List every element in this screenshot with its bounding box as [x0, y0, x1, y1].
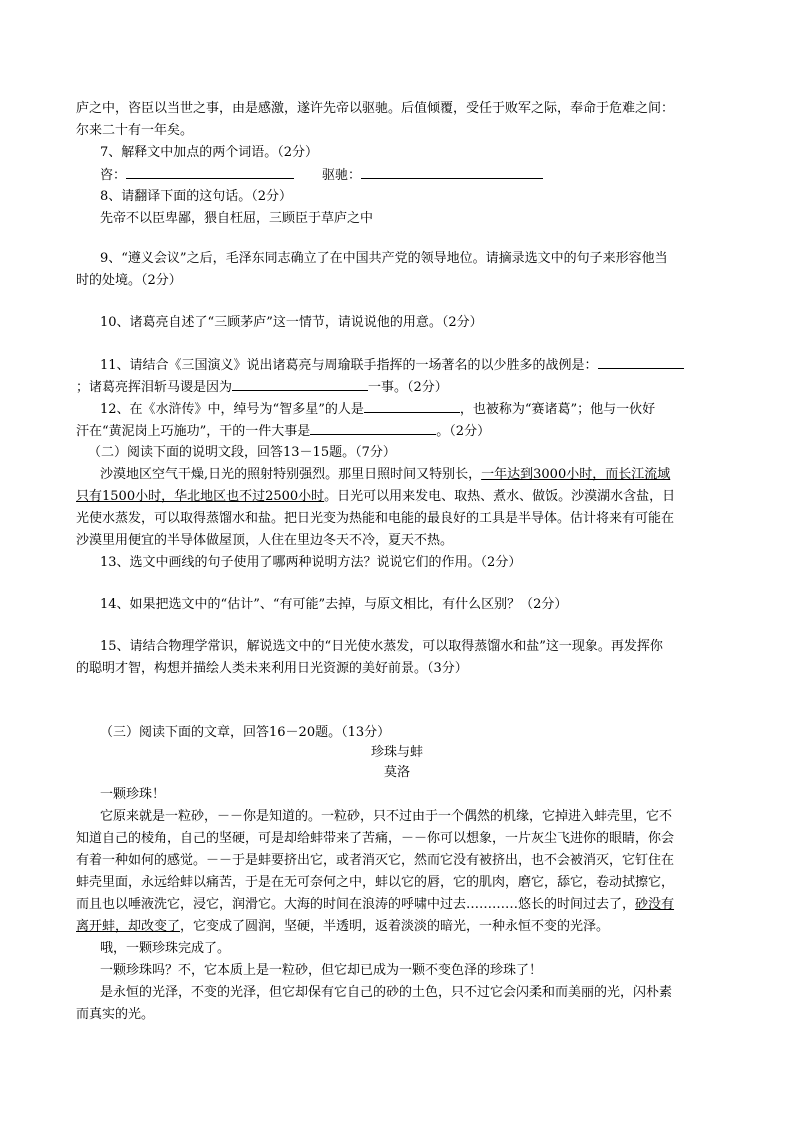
question-7-blanks — [100, 164, 724, 187]
question-10: 10、诸葛亮自述了“三顾茅庐”这一情节，请说说他的用意。（2分） — [100, 315, 483, 330]
article-line: 蚌壳里面，永远给蚌以痛苦，于是在无可奈何之中，蚌以它的唇，它的肌肉，磨它，舔它，卷动拭擦它， — [76, 875, 675, 890]
answer-blank-battle[interactable] — [598, 354, 684, 369]
question-9-cont: 时的处境。（2分） — [76, 273, 182, 288]
article-line: 它原来就是一粒砂，－－你是知道的。一粒砂，只不过由于一个偶然的机缘，它掉进入蚌壳里，它不 — [100, 809, 673, 824]
passage-text: 沙漠地区空气干燥,日光的照射特别强烈。那里日照时间又特别长， — [100, 467, 482, 482]
question-12-text: ，也被称为“赛诸葛”；他与一伙好 — [459, 402, 656, 417]
article-title: 珍珠与蚌 — [370, 745, 423, 760]
article-line: 知道自己的棱角，自己的坚硬，可是却给蚌带来了苦痛，－－你可以想象，一片灰尘飞进你的眼睛，你会 — [76, 831, 675, 846]
question-11-text: 11、请结合《三国演义》说出诸葛亮与周瑜联手指挥的一场著名的以少胜多的战例是： — [100, 358, 598, 373]
answer-blank-quchi[interactable] — [361, 164, 543, 179]
underlined-sentence: 砂没有 — [635, 897, 675, 912]
section-2-heading: （二）阅读下面的说明文段，回答13－15题。（7分） — [88, 445, 396, 460]
article-line: 哦，一颗珍珠完成了。 — [100, 941, 231, 956]
passage-text: 。日光可以用来发电、取热、煮水、做饭。沙漠湖水含盐，日 — [324, 489, 676, 504]
section-3-heading: （三）阅读下面的文章，回答16－20题。（13分） — [100, 725, 391, 740]
question-14: 14、如果把选文中的“估计”、“有可能”去掉，与原文相比，有什么区别？（2分） — [100, 597, 568, 612]
passage-2-line — [76, 486, 724, 508]
question-11-text: ；诸葛亮挥泪斩马谡是因为 — [76, 380, 233, 395]
question-12-text: 12、在《水浒传》中，绰号为“智多星”的人是 — [100, 402, 364, 417]
underlined-sentence: 一年达到3000小时，而长江流域 — [481, 467, 671, 482]
question-8: 8、请翻译下面的这句话。（2分） — [100, 189, 293, 204]
question-11-text: 一事。（2分） — [368, 380, 448, 395]
article-line — [76, 916, 724, 938]
underlined-sentence: 离开蚌，却改变了 — [76, 919, 181, 934]
question-11-cont — [76, 376, 724, 399]
article-text: 而且也以唾液洗它，浸它，润滑它。大海的时间在浪涛的呼啸中过去…………悠长的时间过去了， — [76, 897, 636, 912]
article-author: 莫洛 — [383, 765, 410, 780]
article-text: ，它变成了圆润，坚硬，半透明，返着淡淡的暗光，一种永恒不变的光泽。 — [180, 919, 610, 934]
question-9: 9、“遵义会议”之后，毛泽东同志确立了在中国共产党的领导地位。请摘录选文中的句子来形容他当 — [100, 251, 668, 266]
underlined-sentence: 只有1500小时，华北地区也不过2500小时 — [76, 489, 325, 504]
passage-line: 尔来二十有一年矣。 — [76, 123, 194, 138]
article-line — [76, 894, 724, 916]
label-zi: 咨： — [100, 168, 127, 183]
article-line: 一颗珍珠吗？不，它本质上是一粒砂，但它却已成为一颗不变色泽的珍珠了！ — [100, 963, 543, 978]
question-11 — [100, 354, 724, 377]
passage-2-line: 光使水蒸发，可以取得蒸馏水和盐。把日光变为热能和电能的最良好的工具是半导体。估计将来有可能在 — [76, 511, 675, 526]
article-line: 有着一种如何的感觉。－－于是蚌要挤出它，或者消灭它，然而它没有被挤出，也不会被消灭，它钉住在 — [76, 853, 675, 868]
answer-blank-zi[interactable] — [126, 164, 294, 179]
passage-2-line — [100, 464, 724, 486]
answer-blank-event[interactable] — [310, 420, 436, 435]
label-quchi: 驱驰： — [322, 168, 362, 183]
question-12 — [100, 398, 724, 421]
answer-blank-zhiduoxing[interactable] — [364, 398, 460, 413]
article-line: 而真实的光。 — [76, 1007, 155, 1022]
answer-blank-reason[interactable] — [232, 376, 368, 391]
question-12-text: 。（2分） — [436, 424, 491, 439]
question-12-cont — [76, 420, 724, 443]
question-8-sentence: 先帝不以臣卑鄙，猥自枉屈，三顾臣于草庐之中 — [100, 211, 374, 226]
question-15: 15、请结合物理学常识，解说选文中的“日光使水蒸发，可以取得蒸馏水和盐”这一现象。再发挥你 — [100, 639, 663, 654]
passage-2-line: 沙漠里用便宜的半导体做屋顶，人住在里边冬天不冷，夏天不热。 — [76, 533, 454, 548]
question-13: 13、选文中画线的句子使用了哪两种说明方法？说说它们的作用。（2分） — [100, 555, 522, 570]
passage-line: 庐之中，咨臣以当世之事，由是感激，遂许先帝以驱驰。后值倾覆，受任于败军之际，奉命于危难之间： — [76, 101, 675, 116]
article-line: 是永恒的光泽，不变的光泽，但它却保有它自己的砂的土色，只不过它会闪柔和而美丽的光，闪朴素 — [100, 985, 673, 1000]
question-12-text: 汗在“黄泥岗上巧施功”，干的一件大事是 — [76, 424, 311, 439]
question-7: 7、解释文中加点的两个词语。（2分） — [100, 145, 319, 160]
question-15-cont: 的聪明才智，构想并描绘人类未来利用日光资源的美好前景。（3分） — [76, 661, 468, 676]
article-line: 一颗珍珠！ — [100, 787, 166, 802]
